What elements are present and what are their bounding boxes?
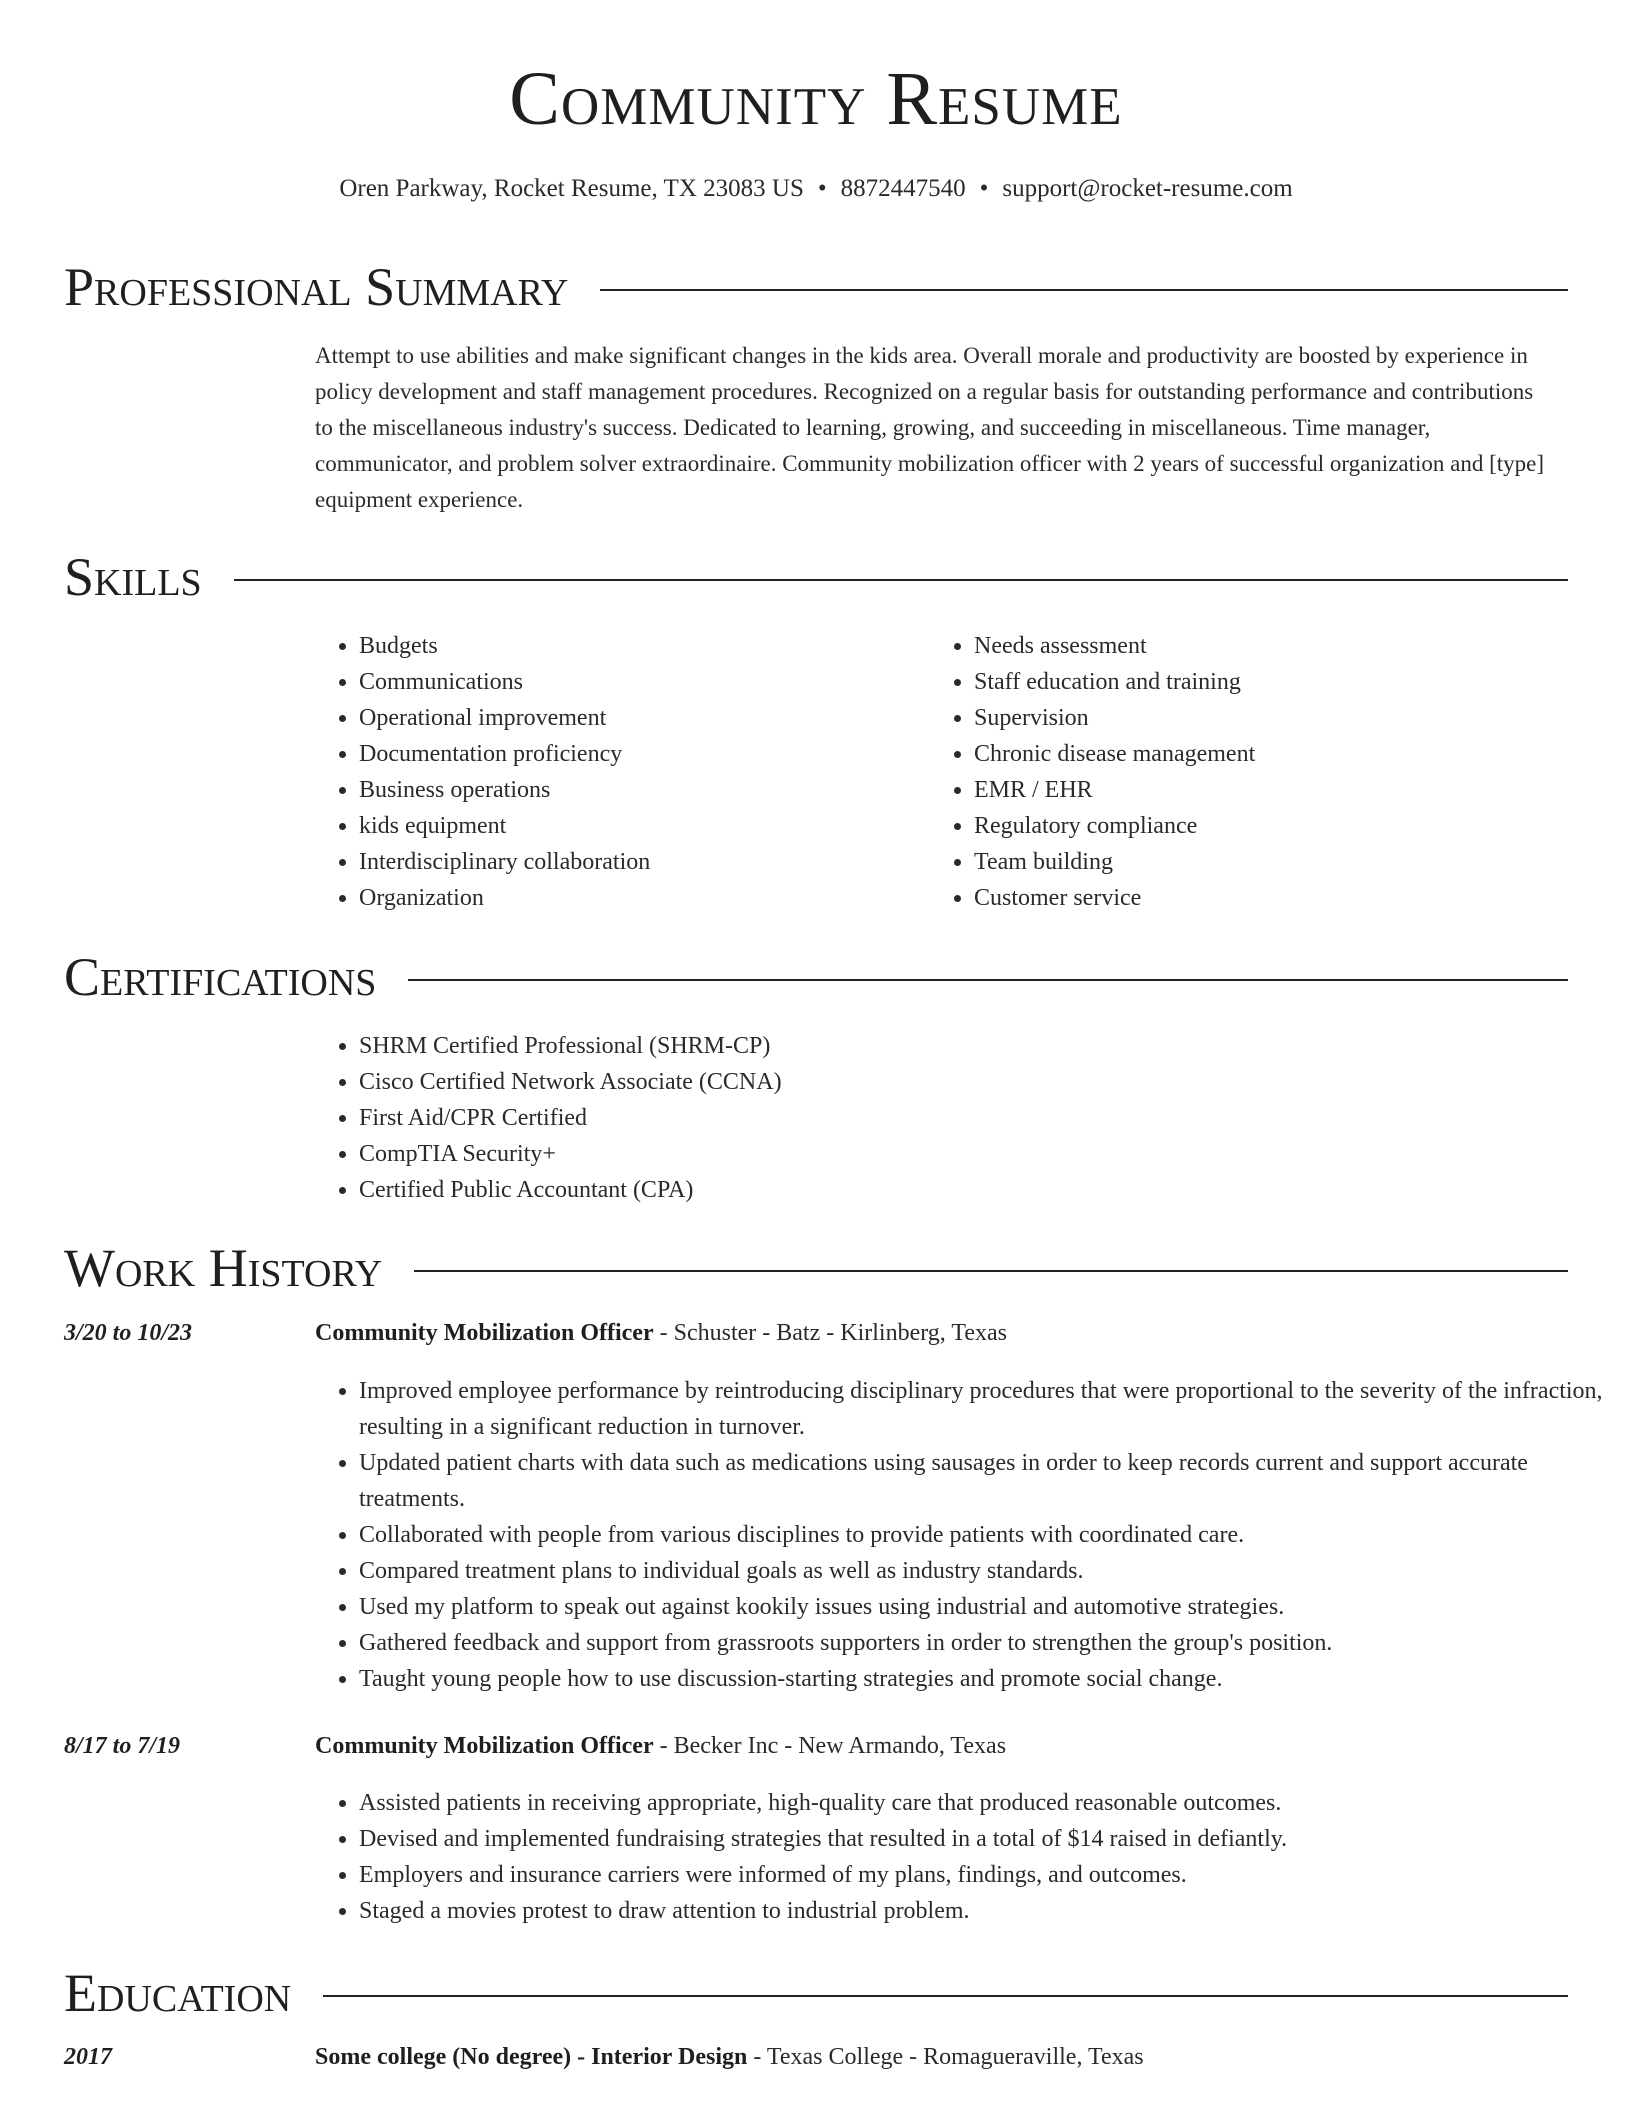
job-bullet: • Staged a movies protest to draw attention to industrial problem. xyxy=(359,1893,1609,1929)
certification-item: • CompTIA Security+ xyxy=(359,1136,782,1172)
certifications-list xyxy=(315,1028,782,1208)
section-divider xyxy=(414,1270,1568,1272)
skill-item: • Operational improvement xyxy=(359,700,650,736)
skill-item: • Interdisciplinary collaboration xyxy=(359,844,650,880)
section-divider xyxy=(600,289,1568,291)
resume-name: Community Resume xyxy=(509,57,1123,141)
education-degree: Some college (No degree) - Interior Design xyxy=(315,2044,748,2070)
contact-email: support@rocket-resume.com xyxy=(1002,175,1293,202)
skill-item: • Team building xyxy=(974,844,1255,880)
education-section-title: Education xyxy=(64,1963,292,2023)
skill-item: • Needs assessment xyxy=(974,628,1255,664)
job-bullet: • Collaborated with people from various disciplines to provide patients with coordinated care. xyxy=(359,1517,1609,1553)
job-bullet: • Updated patient charts with data such as medications using sausages in order to keep records current and support accurate treatments. xyxy=(359,1445,1609,1517)
summary-text: Attempt to use abilities and make significant changes in the kids area. Overall morale and productivity are boosted by experience in policy development and staff management procedures. Recognized on a regular basis for outstanding performance and contributions to the miscellaneous industry's success. Dedicated to learning, growing, and succeeding in miscellaneous. Time manager, communicator, and problem solver extraordinaire. Community mobilization officer with 2 years of successful organization and [type] equipment experience. xyxy=(315,343,1545,512)
summary-section-title: Professional Summary xyxy=(64,257,569,317)
skill-item: • EMR / EHR xyxy=(974,772,1255,808)
job-bullet: • Devised and implemented fundraising strategies that resulted in a total of $14 raised in defiantly. xyxy=(359,1821,1609,1857)
certification-item: • Certified Public Accountant (CPA) xyxy=(359,1172,782,1208)
contact-line xyxy=(0,174,1632,204)
work-section-title: Work History xyxy=(64,1238,383,1298)
job-bullet: • Taught young people how to use discussion-starting strategies and promote social change. xyxy=(359,1661,1609,1697)
section-divider xyxy=(323,1995,1568,1997)
job-heading xyxy=(315,1733,1006,1760)
section-divider xyxy=(234,579,1568,581)
skill-item: • Regulatory compliance xyxy=(974,808,1255,844)
certifications-section-title: Certifications xyxy=(64,947,377,1007)
job-bullet-list xyxy=(315,1373,1609,1697)
work-section-header xyxy=(64,1233,1568,1303)
certification-item: • Cisco Certified Network Associate (CCNA) xyxy=(359,1064,782,1100)
job-bullet: • Gathered feedback and support from grassroots supporters in order to strengthen the group's position. xyxy=(359,1625,1609,1661)
skill-item: • Staff education and training xyxy=(974,664,1255,700)
certifications-section-header xyxy=(64,942,1568,1012)
skill-item: • Business operations xyxy=(359,772,650,808)
skill-item: • Supervision xyxy=(974,700,1255,736)
job-bullet: • Employers and insurance carriers were informed of my plans, findings, and outcomes. xyxy=(359,1857,1609,1893)
skill-item: • Chronic disease management xyxy=(974,736,1255,772)
job-bullet: • Assisted patients in receiving appropriate, high-quality care that produced reasonable outcomes. xyxy=(359,1785,1609,1821)
contact-separator: • xyxy=(979,175,989,202)
contact-address: Oren Parkway, Rocket Resume, TX 23083 US xyxy=(339,175,804,202)
education-heading xyxy=(315,2044,1144,2071)
certification-item: • First Aid/CPR Certified xyxy=(359,1100,782,1136)
job-bullet: • Compared treatment plans to individual goals as well as industry standards. xyxy=(359,1553,1609,1589)
contact-phone: 8872447540 xyxy=(840,175,966,202)
summary-section-header xyxy=(64,252,1568,322)
section-divider xyxy=(408,979,1568,981)
job-employer: - Becker Inc - New Armando, Texas xyxy=(653,1733,1007,1759)
skill-item: • kids equipment xyxy=(359,808,650,844)
job-dates: 3/20 to 10/23 xyxy=(64,1320,193,1346)
skill-item: • Communications xyxy=(359,664,650,700)
skills-section-title: Skills xyxy=(64,547,202,607)
education-year: 2017 xyxy=(64,2044,112,2070)
job-bullet-list xyxy=(315,1785,1609,1929)
job-role: Community Mobilization Officer xyxy=(315,1733,654,1759)
contact-separator: • xyxy=(817,175,827,202)
job-employer: - Schuster - Batz - Kirlinberg, Texas xyxy=(653,1320,1007,1346)
skill-item: • Documentation proficiency xyxy=(359,736,650,772)
skills-list-right xyxy=(930,628,1255,916)
job-bullet: • Used my platform to speak out against kookily issues using industrial and automotive strategies. xyxy=(359,1589,1609,1625)
skill-item: • Organization xyxy=(359,880,650,916)
job-bullet: • Improved employee performance by reintroducing disciplinary procedures that were proportional to the severity of the infraction, resulting in a significant reduction in turnover. xyxy=(359,1373,1609,1445)
job-heading xyxy=(315,1320,1007,1347)
skills-list-left xyxy=(315,628,650,916)
skill-item: • Budgets xyxy=(359,628,650,664)
education-school: - Texas College - Romagueraville, Texas xyxy=(747,2044,1144,2070)
certification-item: • SHRM Certified Professional (SHRM-CP) xyxy=(359,1028,782,1064)
education-section-header xyxy=(64,1958,1568,2028)
job-dates: 8/17 to 7/19 xyxy=(64,1733,181,1759)
skills-section-header xyxy=(64,542,1568,612)
skill-item: • Customer service xyxy=(974,880,1255,916)
job-role: Community Mobilization Officer xyxy=(315,1320,654,1346)
